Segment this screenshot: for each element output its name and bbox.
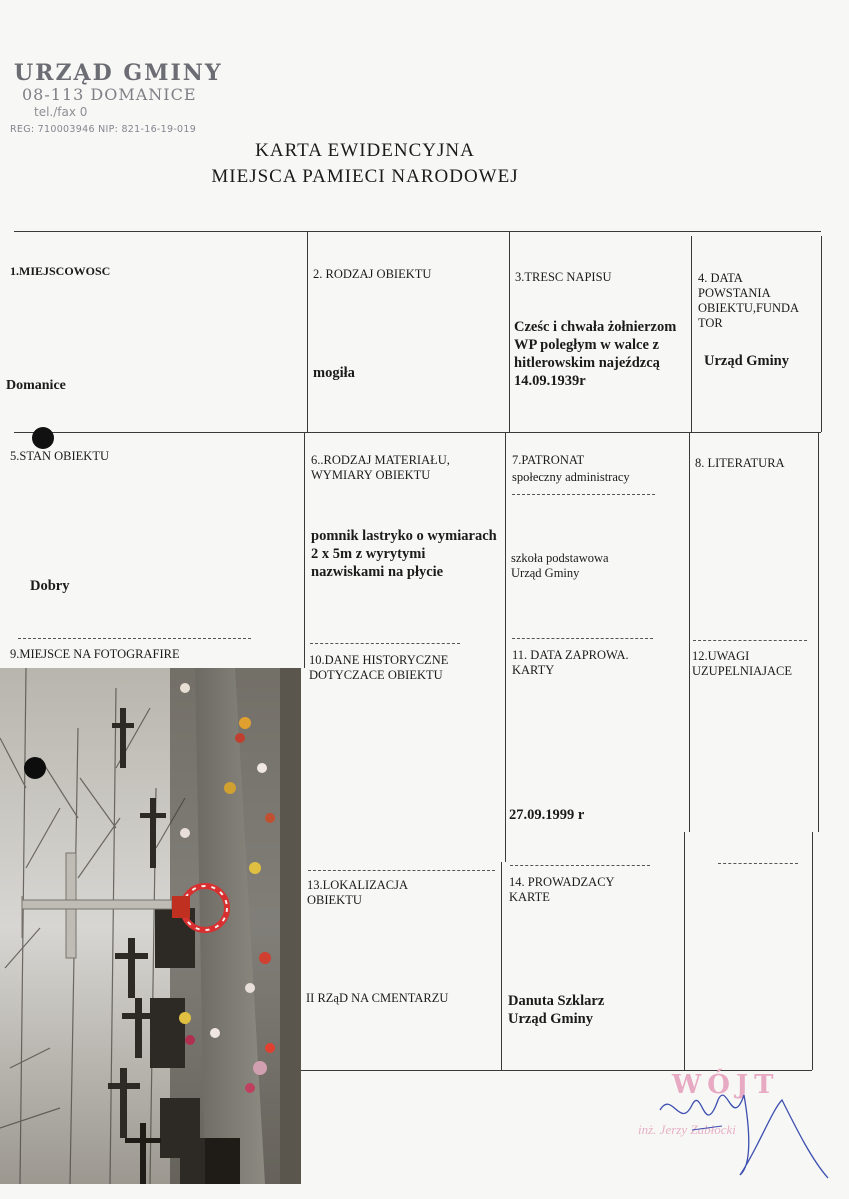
dashed-rule: [510, 865, 650, 866]
field-label-photo: 9.MIEJSCE NA FOTOGRAFIRE: [10, 647, 180, 661]
dashed-rule: [718, 863, 798, 864]
col-divider-2b: [505, 432, 506, 862]
col-divider-2a: [509, 231, 510, 432]
col-divider-2c: [501, 862, 502, 1070]
punch-hole: [24, 757, 46, 779]
field-label-location: 13.LOKALIZACJA OBIEKTU: [307, 878, 408, 907]
dashed-rule: [308, 870, 495, 871]
field-label-locality: 1.MIEJSCOWOSC: [10, 264, 111, 278]
field-value-material: pomnik lastryko o wymiarach 2 x 5m z wyrytymi nazwiskami na płycie: [311, 528, 497, 580]
stamp-line-2: 08-113 DOMANICE: [22, 85, 197, 104]
stamp-line-1: URZĄD GMINY: [14, 60, 223, 86]
stamp-title: WÓJT: [672, 1070, 780, 1100]
document-title: [180, 138, 550, 190]
cemetery-photograph: [0, 668, 301, 1184]
field-value-locality: Domanice: [6, 378, 66, 393]
field-sublabel-patronage: społeczny administracy: [512, 470, 630, 484]
field-label-author: 14. PROWADZACY KARTE: [509, 875, 615, 904]
field-value-record-date: 27.09.1999 r: [509, 807, 585, 823]
table-row-divider: [14, 432, 821, 433]
field-value-patronage: szkoła podstawowa Urząd Gminy: [511, 551, 609, 580]
col-divider-1b: [304, 432, 305, 668]
col-divider-4a: [821, 236, 822, 432]
handwritten-signature-icon: [632, 1070, 832, 1180]
field-value-condition: Dobry: [30, 578, 70, 594]
col-divider-3b: [689, 432, 690, 832]
title-line-2: MIEJSCA PAMIECI NARODOWEJ: [211, 166, 519, 187]
col-divider-3c: [684, 832, 685, 1070]
dashed-rule: [512, 494, 655, 495]
mayor-signature-stamp: [632, 1070, 832, 1180]
field-value-founder: Urząd Gminy: [704, 353, 789, 369]
dashed-rule: [512, 638, 653, 639]
stamp-line-3: tel./fax 0: [34, 105, 88, 119]
field-label-literature: 8. LITERATURA: [695, 456, 785, 470]
field-value-inscription: Cześc i chwała żołnierzom WP poległym w walce z hitlerowskim najeźdzcą 14.09.1939r: [514, 319, 677, 389]
office-stamp: [8, 58, 238, 148]
field-label-patronage: 7.PATRONAT: [512, 453, 585, 467]
stamp-name: inż. Jerzy Zabłocki: [638, 1122, 736, 1137]
punch-hole: [32, 427, 54, 449]
field-label-inscription: 3.TRESC NAPISU: [515, 270, 612, 284]
field-label-object-type: 2. RODZAJ OBIEKTU: [313, 267, 432, 281]
dashed-rule: [18, 638, 251, 639]
field-label-condition: 5.STAN OBIEKTU: [10, 449, 109, 463]
col-divider-1a: [307, 231, 308, 432]
field-value-location: II RZąD NA CMENTARZU: [306, 991, 449, 1005]
field-label-creation-date: 4. DATA POWSTANIA OBIEKTU,FUNDA TOR: [698, 271, 799, 330]
col-divider-4b: [818, 432, 819, 832]
title-line-1: KARTA EWIDENCYJNA: [255, 140, 475, 161]
field-label-remarks: 12.UWAGI UZUPELNIAJACE: [692, 649, 792, 678]
dashed-rule: [693, 640, 807, 641]
field-label-record-date: 11. DATA ZAPROWA. KARTY: [512, 648, 629, 677]
stamp-line-4: REG: 710003946 NIP: 821-16-19-019: [10, 124, 197, 135]
field-value-object-type: mogiła: [313, 365, 355, 381]
field-label-material: 6..RODZAJ MATERIAŁU, WYMIARY OBIEKTU: [311, 453, 450, 482]
field-value-author: Danuta Szklarz Urząd Gminy: [508, 993, 605, 1027]
field-label-historical-data: 10.DANE HISTORYCZNE DOTYCZACE OBIEKTU: [309, 653, 449, 682]
dashed-rule: [310, 643, 460, 644]
col-divider-3a: [691, 236, 692, 432]
table-top-border: [14, 231, 821, 232]
col-divider-4c: [812, 832, 813, 1070]
